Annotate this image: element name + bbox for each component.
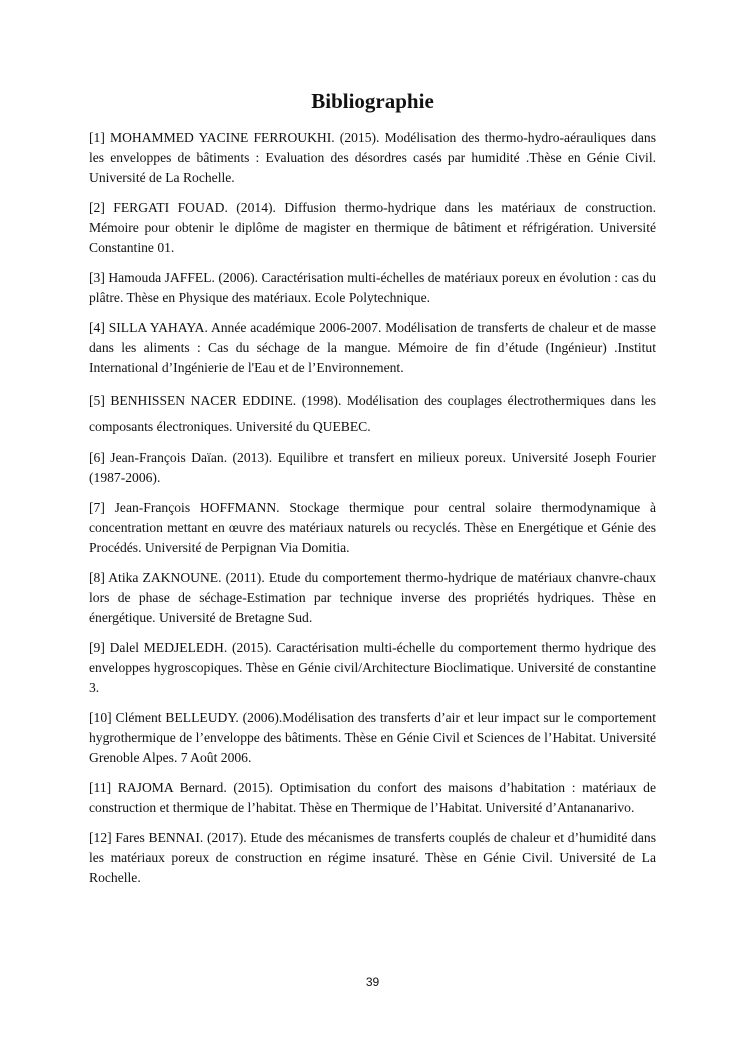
reference-10: [10] Clément BELLEUDY. (2006).Modélisation des transferts d’air et leur impact sur le comportement hygrothermique de l’enveloppe des bâtiments. Thèse en Génie Civil et Sciences de l’Habitat. Université Grenoble Alpes. 7 Août 2006. — [89, 710, 656, 765]
reference-7: [7] Jean-François HOFFMANN. Stockage thermique pour central solaire thermodynamique à concentration mettant en œuvre des matériaux naturels ou recyclés. Thèse en Energétique et Génie des Procédés. Université de Perpignan Via Domitia. — [89, 500, 656, 555]
reference-5: [5] BENHISSEN NACER EDDINE. (1998). Modélisation des couplages électrothermiques dans les composants électroniques. Université du QUEBEC. — [89, 393, 656, 434]
bibliography-list — [89, 128, 656, 898]
reference-11: [11] RAJOMA Bernard. (2015). Optimisation du confort des maisons d’habitation : matériaux de construction et thermique de l’habitat. Thèse en Thermique de l’Habitat. Université d’Antananarivo. — [89, 780, 656, 815]
reference-12: [12] Fares BENNAI. (2017). Etude des mécanismes de transferts couplés de chaleur et d’humidité dans les matériaux poreux de construction en régime insaturé. Thèse en Génie Civil. Université de La Rochelle. — [89, 830, 656, 885]
reference-8: [8] Atika ZAKNOUNE. (2011). Etude du comportement thermo-hydrique de matériaux chanvre-chaux lors de phase de séchage-Estimation par technique inverse des propriétés hydriques. Thèse en énergétique. Université de Bretagne Sud. — [89, 570, 656, 625]
reference-2: [2] FERGATI FOUAD. (2014). Diffusion thermo-hydrique dans les matériaux de construction. Mémoire pour obtenir le diplôme de magister en thermique de bâtiment et réfrigération. Université Constantine 01. — [89, 200, 656, 255]
page-number: 39 — [365, 975, 380, 989]
reference-1: [1] MOHAMMED YACINE FERROUKHI. (2015). Modélisation des thermo-hydro-aérauliques dans les enveloppes de bâtiments : Evaluation des désordres casés par humidité .Thèse en Génie Civil. Université de La Rochelle. — [89, 130, 656, 185]
reference-6: [6] Jean-François Daïan. (2013). Equilibre et transfert en milieux poreux. Université Joseph Fourier (1987-2006). — [89, 450, 656, 485]
reference-4: [4] SILLA YAHAYA. Année académique 2006-2007. Modélisation de transferts de chaleur et de masse dans les aliments : Cas du séchage de la mangue. Mémoire de fin d’étude (Ingénieur) .Institut International d’Ingénierie de l'Eau et de l’Environnement. — [89, 320, 656, 375]
reference-9: [9] Dalel MEDJELEDH. (2015). Caractérisation multi-échelle du comportement thermo hydrique des enveloppes hygroscopiques. Thèse en Génie civil/Architecture Bioclimatique. Université de constantine 3. — [89, 640, 656, 695]
reference-3: [3] Hamouda JAFFEL. (2006). Caractérisation multi-échelles de matériaux poreux en évolution : cas du plâtre. Thèse en Physique des matériaux. Ecole Polytechnique. — [89, 270, 656, 305]
page-title: Bibliographie — [311, 89, 434, 113]
